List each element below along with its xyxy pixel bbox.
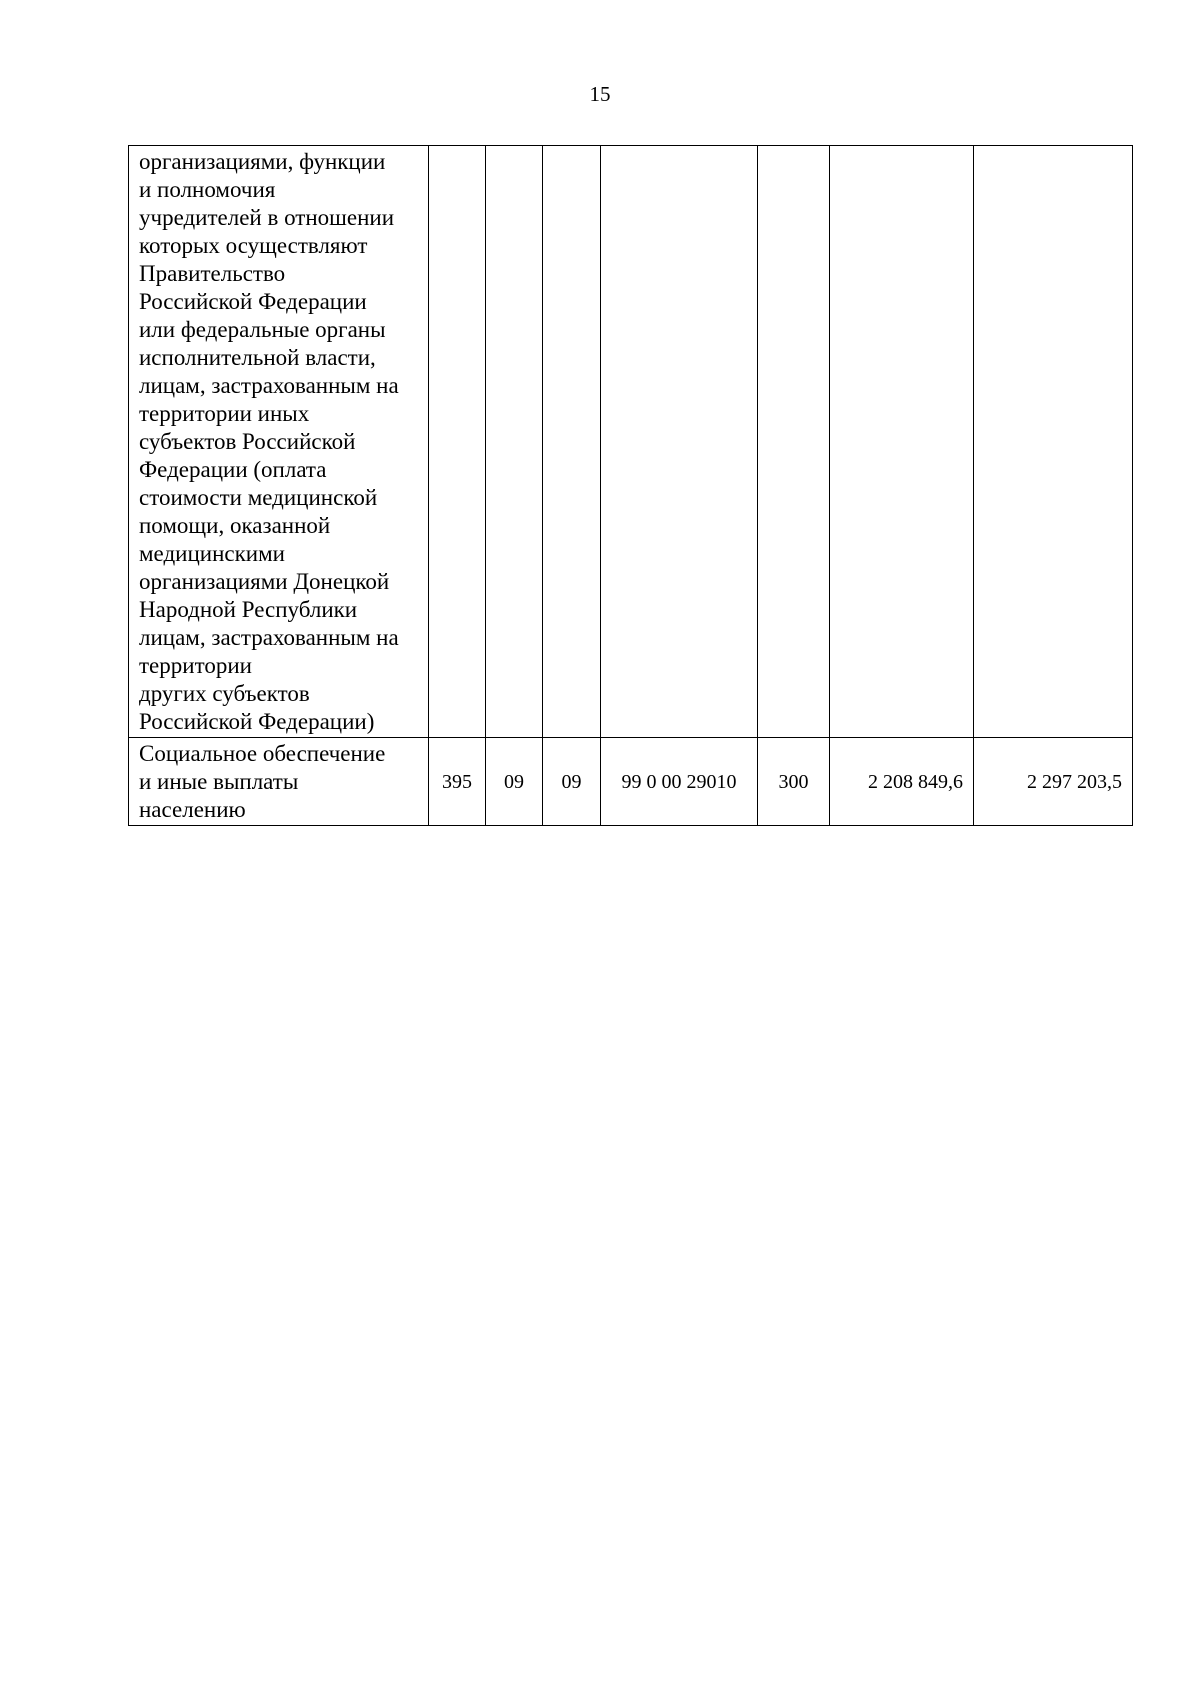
table-row — [129, 738, 1133, 826]
amount-year-2-cell: 2 297 203,5 — [974, 738, 1133, 826]
section-cell — [486, 146, 543, 738]
section-cell: 09 — [486, 738, 543, 826]
amount-year-1-cell — [830, 146, 974, 738]
row-description: Социальное обеспечение и иные выплаты населению — [129, 738, 429, 826]
row-description: организациями, функции и полномочия учредителей в отношении которых осуществляют Правительство Российской Федерации или федеральные органы исполнительной власти, лицам, застрахованным на территории иных субъектов Российской Федерации (оплата стоимости медицинской помощи, оказанной медицинскими организациями Донецкой Народной Республики лицам, застрахованным на территории других субъектов Российской Федерации) — [129, 146, 429, 738]
target-article-cell: 99 0 00 29010 — [601, 738, 758, 826]
table-row — [129, 146, 1133, 738]
ministry-code-cell — [429, 146, 486, 738]
expense-type-cell: 300 — [758, 738, 830, 826]
subsection-cell — [543, 146, 601, 738]
ministry-code-cell: 395 — [429, 738, 486, 826]
budget-table — [128, 145, 1133, 826]
amount-year-2-cell — [974, 146, 1133, 738]
expense-type-cell — [758, 146, 830, 738]
amount-year-1-cell: 2 208 849,6 — [830, 738, 974, 826]
page-number: 15 — [589, 82, 611, 106]
target-article-cell — [601, 146, 758, 738]
subsection-cell: 09 — [543, 738, 601, 826]
